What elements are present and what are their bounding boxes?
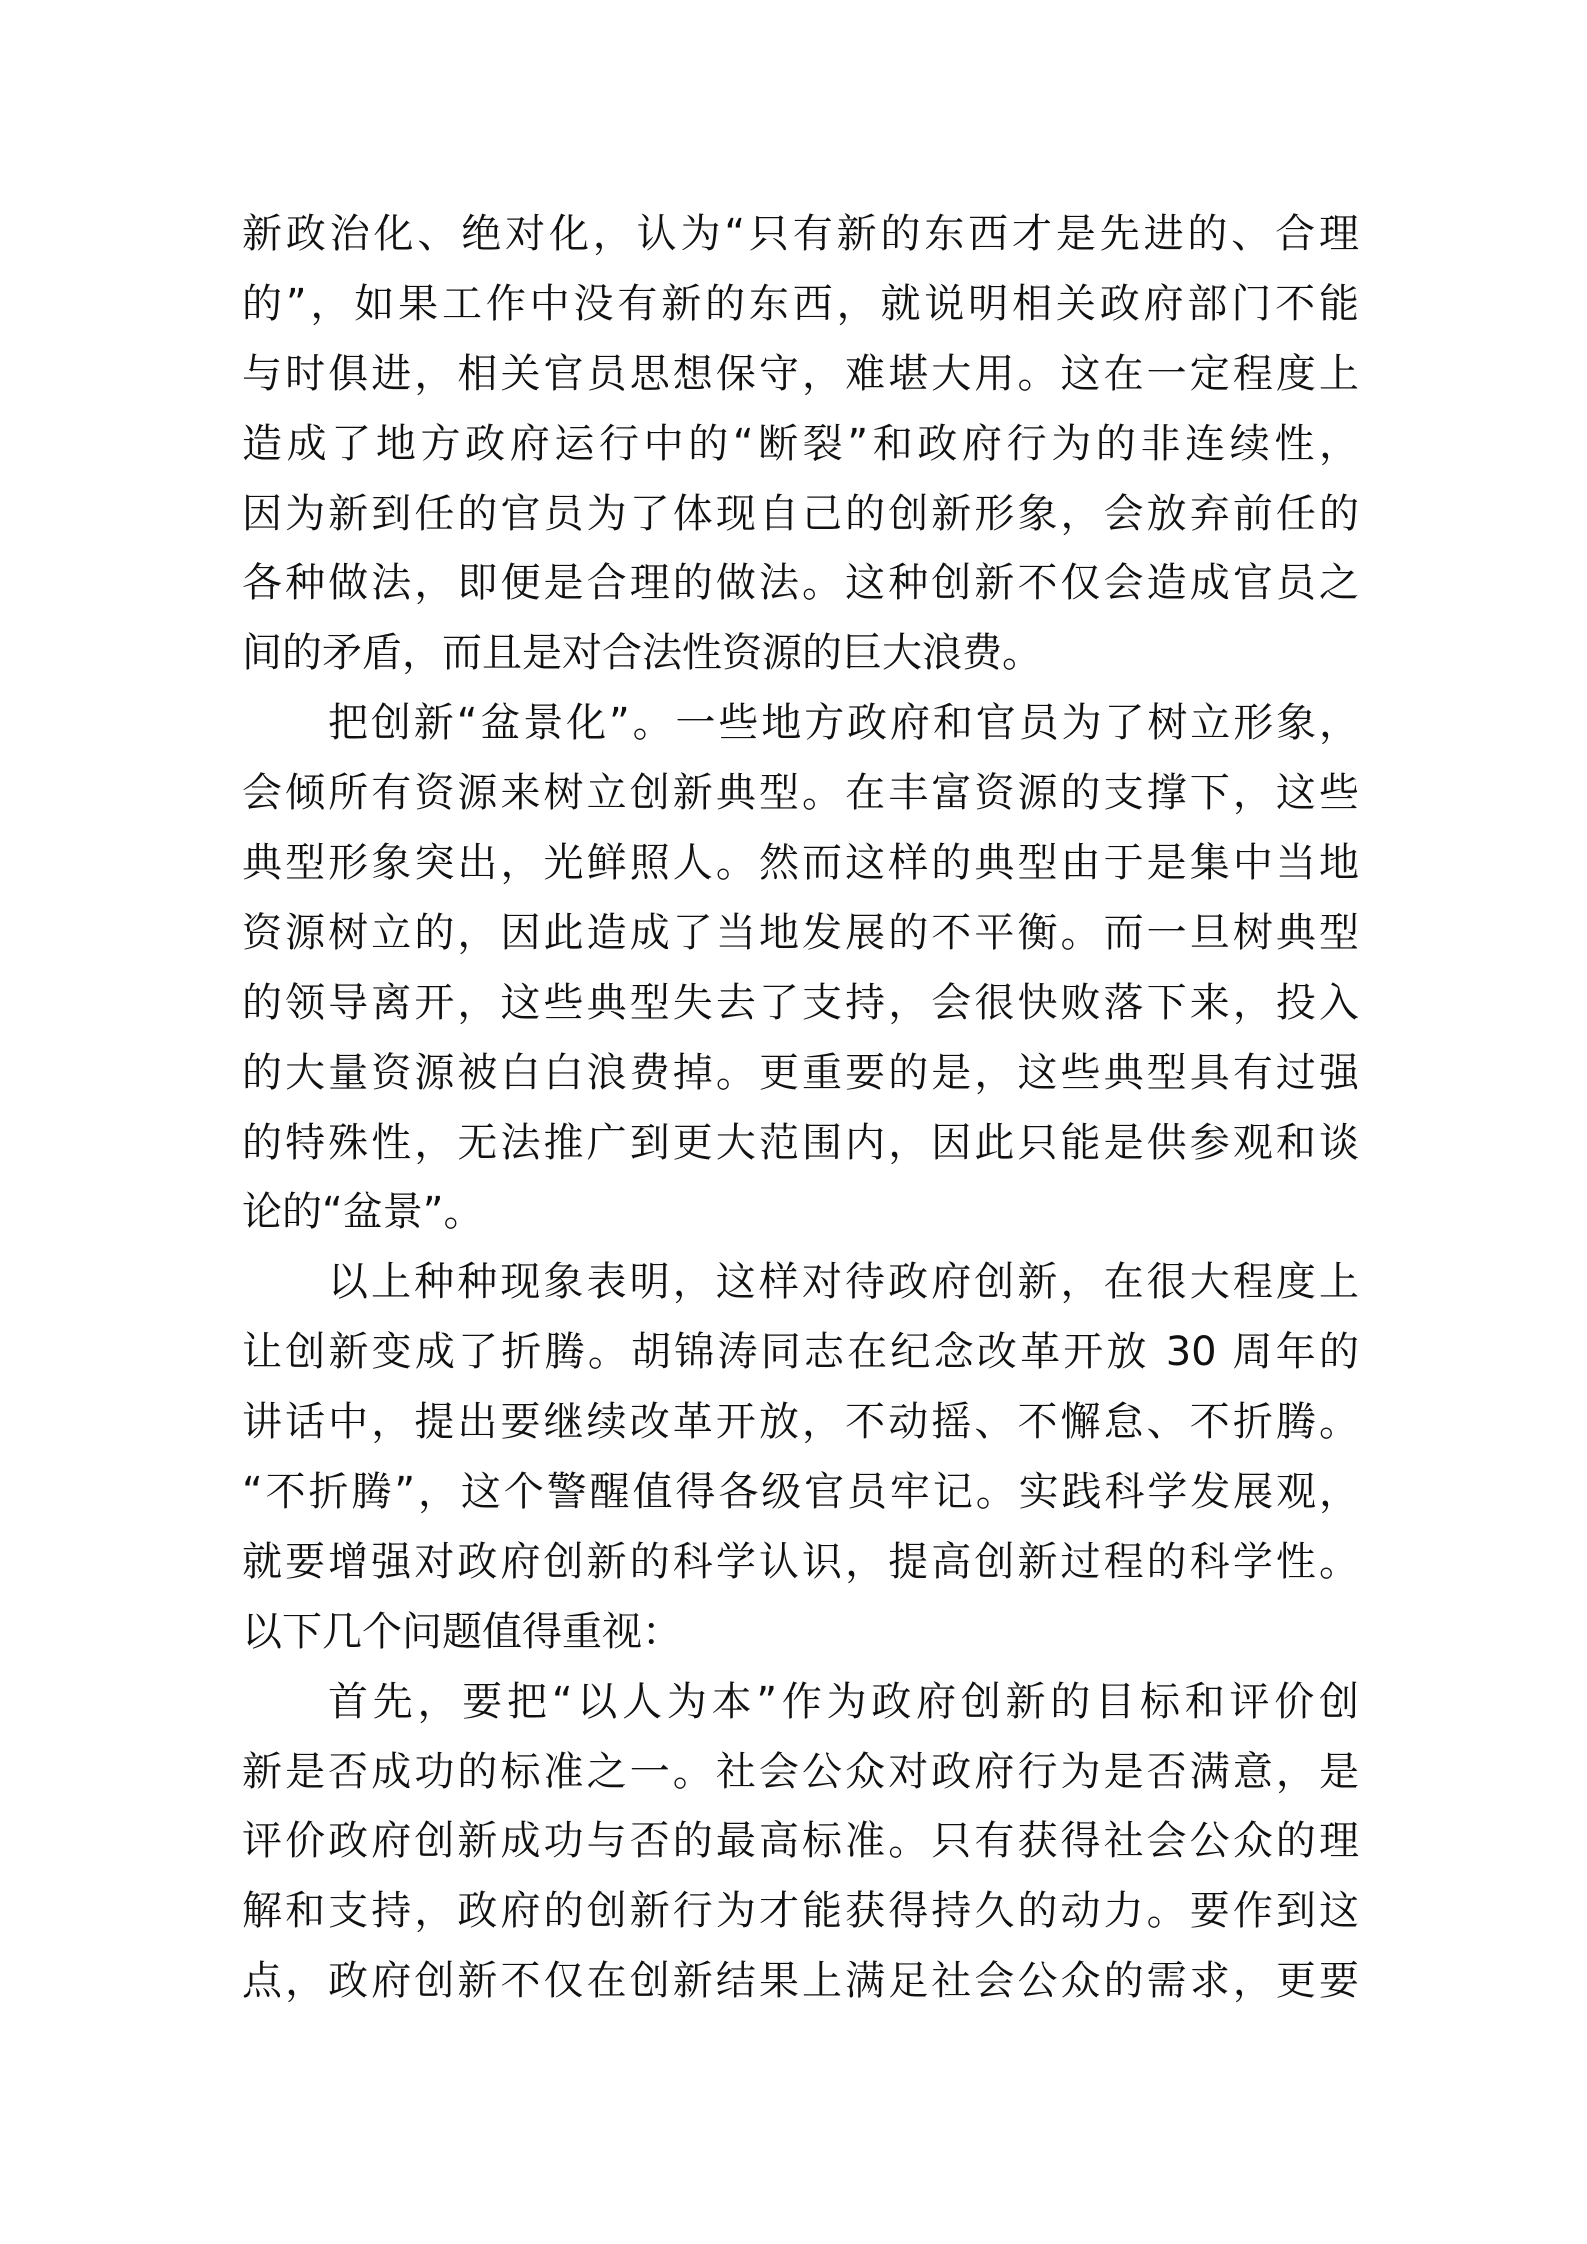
text-line: 新是否成功的标准之一。社会公众对政府行为是否满意，是: [242, 1748, 1359, 1795]
text-line: 造成了地方政府运行中的“断裂”和政府行为的非连续性，: [242, 420, 1359, 467]
text-line: 的”，如果工作中没有新的东西，就说明相关政府部门不能: [242, 280, 1359, 327]
body-text: [242, 200, 1359, 2017]
text-line: “不折腾”，这个警醒值得各级官员牢记。实践科学发展观，: [242, 1469, 1359, 1516]
text-line: 把创新“盆景化”。一些地方政府和官员为了树立形象，: [328, 700, 1359, 747]
text-line: 就要增强对政府创新的科学认识，提高创新过程的科学性。: [242, 1538, 1359, 1585]
text-line: 以上种种现象表明，这样对待政府创新，在很大程度上: [328, 1259, 1359, 1306]
text-line: 资源树立的，因此造成了当地发展的不平衡。而一旦树典型: [242, 909, 1359, 956]
paragraph-continued: [242, 200, 1359, 689]
text-line: 解和支持，政府的创新行为才能获得持久的动力。要作到这: [242, 1888, 1359, 1935]
text-line: 点，政府创新不仅在创新结果上满足社会公众的需求，更要: [242, 1958, 1359, 2005]
text-line: 的特殊性，无法推广到更大范围内，因此只能是供参观和谈: [242, 1119, 1359, 1166]
text-line: 各种做法，即便是合理的做法。这种创新不仅会造成官员之: [242, 560, 1359, 607]
text-line: 论的“盆景”。: [242, 1189, 484, 1236]
text-line: 评价政府创新成功与否的最高标准。只有获得社会公众的理: [242, 1818, 1359, 1865]
text-line: 的大量资源被白白浪费掉。更重要的是，这些典型具有过强: [242, 1049, 1359, 1096]
text-line: 与时俱进，相关官员思想保守，难堪大用。这在一定程度上: [242, 350, 1359, 397]
text-line: 让创新变成了折腾。胡锦涛同志在纪念改革开放 30 周年的: [242, 1329, 1359, 1376]
text-line: 新政治化、绝对化，认为“只有新的东西才是先进的、合理: [242, 211, 1359, 257]
paragraph: [242, 689, 1359, 1248]
text-line: 因为新到任的官员为了体现自己的创新形象，会放弃前任的: [242, 490, 1359, 537]
text-line: 讲话中，提出要继续改革开放，不动摇、不懈怠、不折腾。: [242, 1399, 1359, 1446]
text-line: 以下几个问题值得重视：: [242, 1608, 682, 1655]
text-line: 间的矛盾，而且是对合法性资源的巨大浪费。: [242, 630, 1042, 677]
text-line: 典型形象突出，光鲜照人。然而这样的典型由于是集中当地: [242, 840, 1359, 887]
paragraph: [242, 1668, 1359, 2017]
text-line: 首先，要把“以人为本”作为政府创新的目标和评价创: [328, 1678, 1359, 1725]
text-line: 会倾所有资源来树立创新典型。在丰富资源的支撑下，这些: [242, 770, 1359, 817]
text-line: 的领导离开，这些典型失去了支持，会很快败落下来，投入: [242, 979, 1359, 1026]
paragraph: [242, 1248, 1359, 1667]
